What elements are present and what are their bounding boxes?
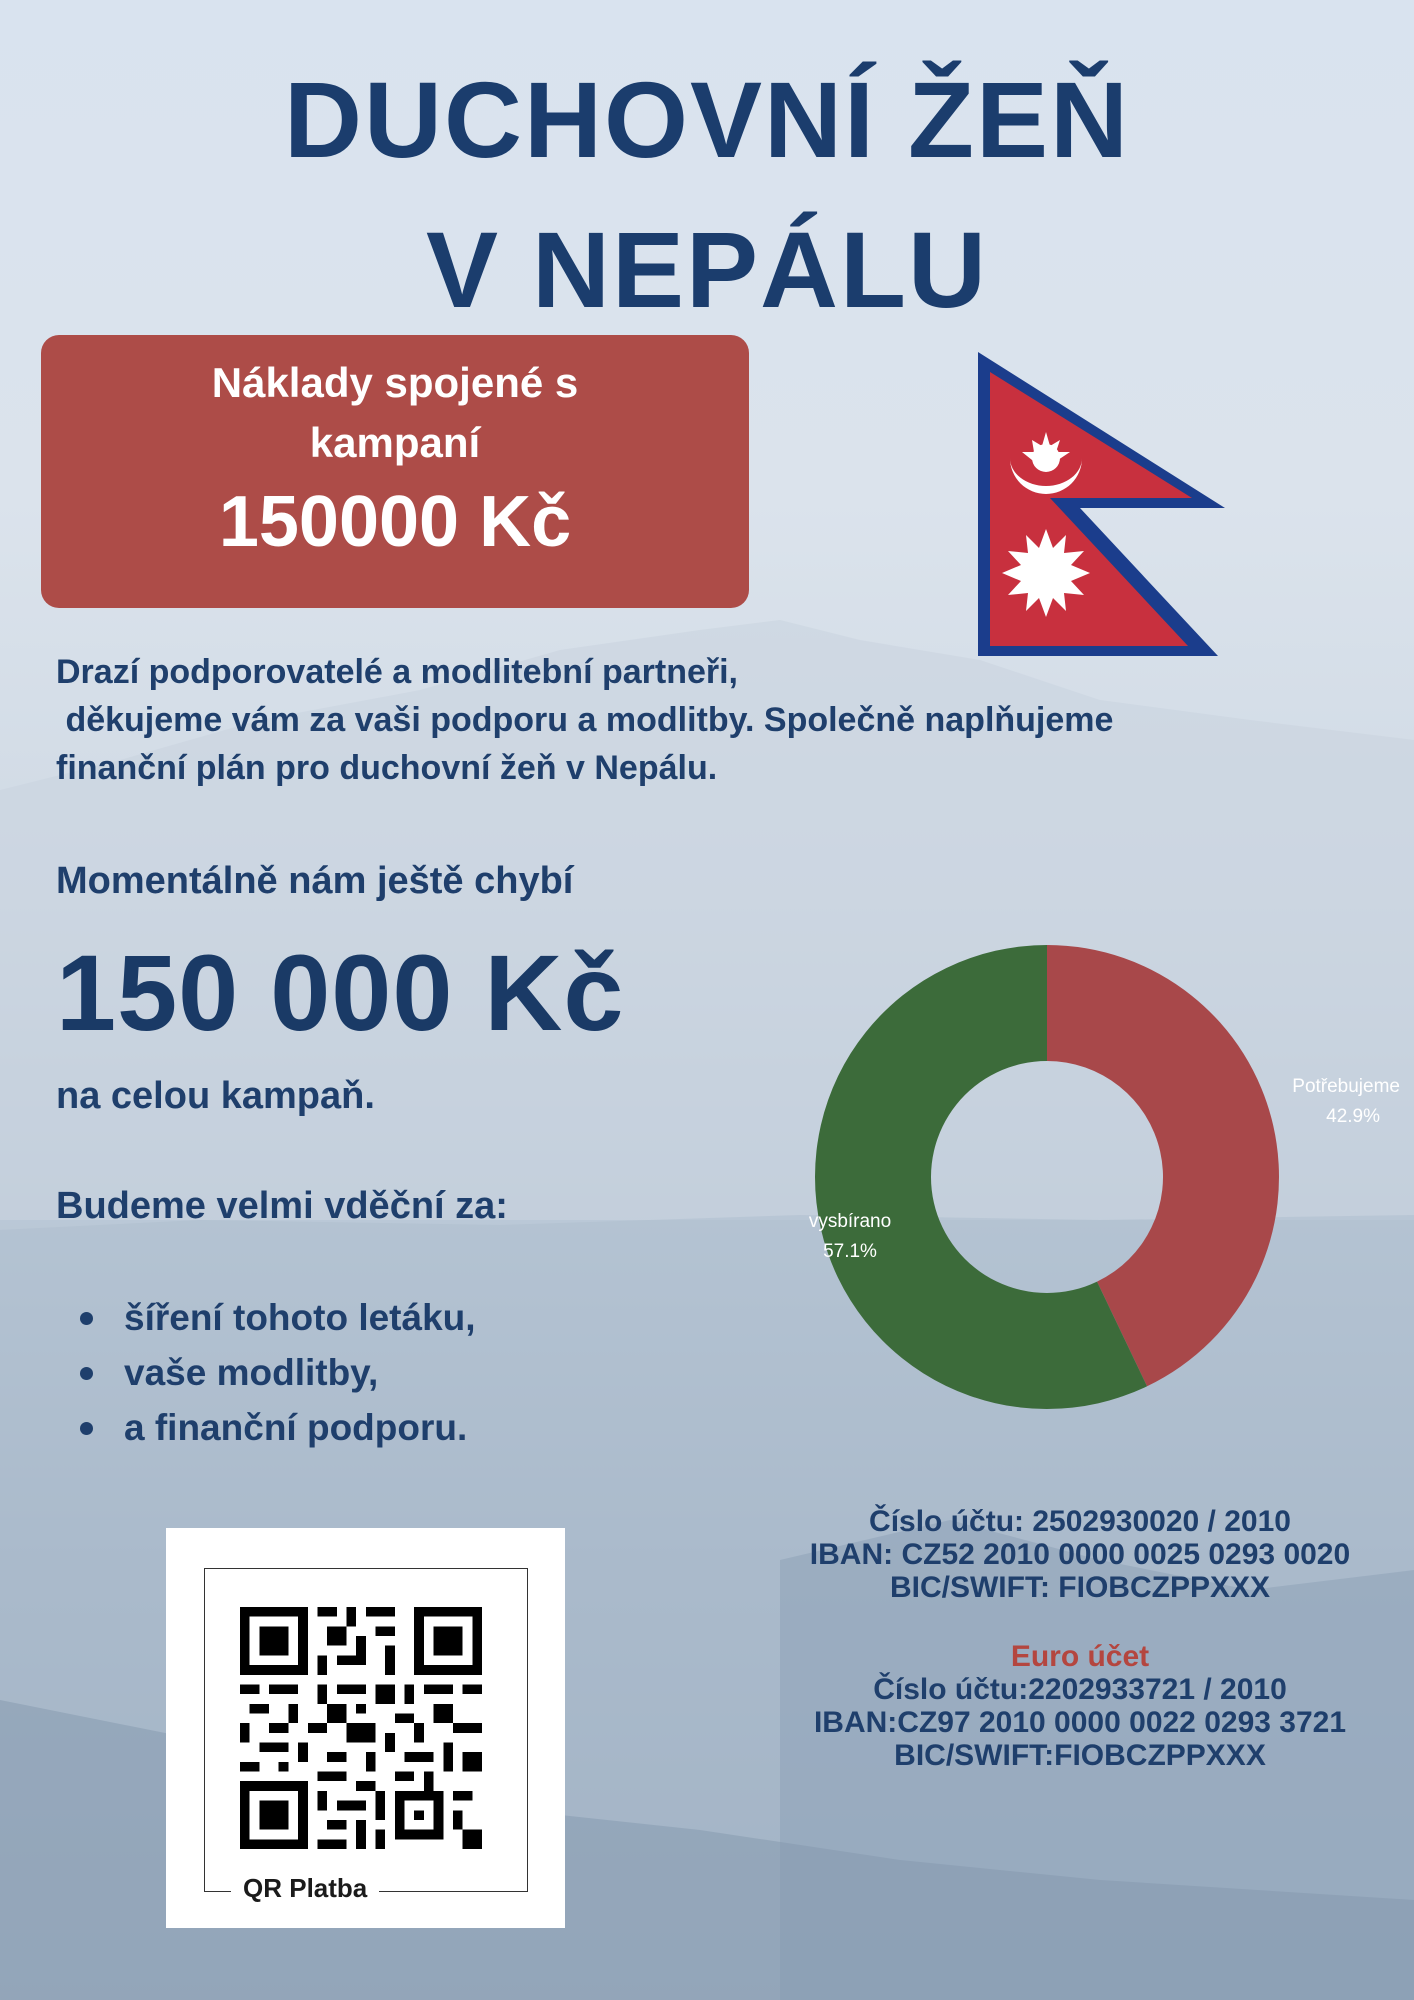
missing-amount: 150 000 Kč — [56, 932, 625, 1053]
account-info — [780, 1505, 1380, 1772]
missing-suffix: na celou kampaň. — [56, 1075, 375, 1117]
list-item — [80, 1400, 476, 1455]
title-line-2: V NEPÁLU — [425, 209, 989, 330]
list-item-text: šíření tohoto letáku, — [124, 1297, 476, 1338]
page-title — [0, 45, 1414, 345]
cost-box — [41, 335, 749, 608]
donut-label-value: 42.9% — [1326, 1106, 1380, 1127]
list-item-text: a finanční podporu. — [124, 1407, 468, 1448]
qr-label: QR Platba — [231, 1873, 379, 1904]
euro-account-iban: IBAN:CZ97 2010 0000 0022 0293 3721 — [813, 1706, 1347, 1739]
missing-intro: Momentálně nám ještě chybí — [56, 860, 574, 902]
list-item — [80, 1345, 476, 1400]
euro-account-bic: BIC/SWIFT:FIOBCZPPXXX — [894, 1739, 1266, 1772]
list-item-text: vaše modlitby, — [124, 1352, 379, 1393]
cost-value: 150000 Kč — [218, 482, 572, 562]
thanks-line-3: finanční plán pro duchovní žeň v Nepálu. — [56, 749, 718, 787]
bullet-icon — [80, 1367, 93, 1380]
grateful-list — [80, 1290, 476, 1455]
donut-label-name: vysbírano — [808, 1211, 892, 1232]
thanks-paragraph — [56, 648, 1356, 792]
bullet-icon — [80, 1312, 93, 1325]
czk-account-bic: BIC/SWIFT: FIOBCZPPXXX — [889, 1571, 1270, 1604]
czk-account-number: Číslo účtu: 2502930020 / 2010 — [869, 1505, 1291, 1538]
donut-label-value: 57.1% — [823, 1241, 877, 1262]
donut-label-name: Potřebujeme — [1292, 1076, 1400, 1097]
thanks-line-1: Drazí podporovatelé a modlitební partneři, — [56, 653, 738, 691]
nepal-flag-icon — [970, 348, 1240, 664]
grateful-heading: Budeme velmi vděční za: — [56, 1185, 508, 1227]
qr-card[interactable] — [166, 1528, 565, 1928]
list-item — [80, 1290, 476, 1345]
thanks-line-2: děkujeme vám za vaši podporu a modlitby. Společně naplňujeme — [56, 701, 1114, 739]
czk-account-iban: IBAN: CZ52 2010 0000 0025 0293 0020 — [809, 1538, 1351, 1571]
qr-code-icon — [240, 1607, 482, 1849]
cost-label: Náklady spojené s kampaní — [211, 359, 579, 466]
euro-account-number: Číslo účtu:2202933721 / 2010 — [873, 1673, 1287, 1706]
title-line-1: DUCHOVNÍ ŽEŇ — [283, 59, 1131, 180]
bullet-icon — [80, 1422, 93, 1435]
euro-account-heading: Euro účet — [1010, 1640, 1150, 1673]
donut-chart — [800, 930, 1400, 1430]
